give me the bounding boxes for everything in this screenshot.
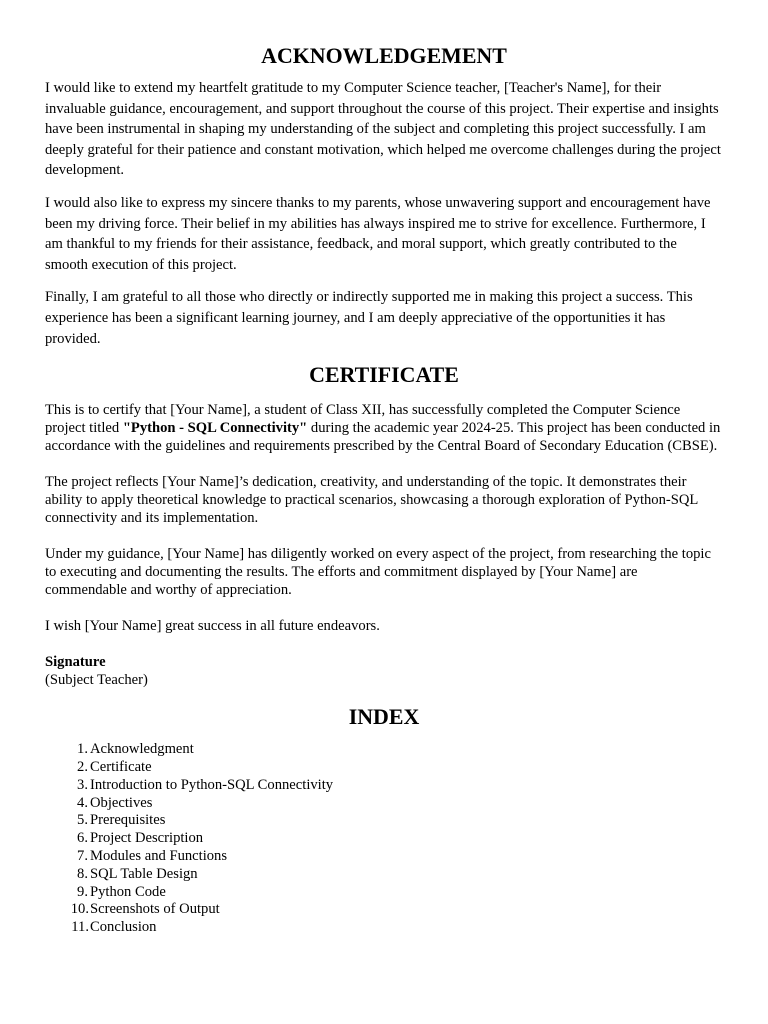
signature-role: (Subject Teacher) [45, 672, 148, 689]
index-title: INDEX [348, 704, 420, 730]
project-title: "Python - SQL Connectivity" [122, 420, 308, 437]
acknowledgement-paragraph: I would also like to express my sincere thanks to my parents, whose unwavering support and encouragement have been my driving force. Their belief in my abilities has always inspired me to strive for excellence. Furthermore, I am thankful to my friends for their assistance, feedback, and moral support, which greatly contributed to the smooth execution of this project. [45, 194, 711, 273]
index-item [77, 758, 723, 777]
index-item [70, 901, 723, 919]
index-item [77, 794, 723, 813]
index-item [77, 847, 723, 866]
index-item-label: SQL Table Design [90, 865, 198, 882]
index-item-label: Objectives [90, 794, 153, 811]
index-item-number: 7. [77, 847, 88, 864]
index-item-label: Conclusion [90, 919, 157, 936]
index-item-number: 11. [71, 919, 89, 936]
index-item-number: 8. [77, 865, 88, 882]
acknowledgement-section [45, 0, 723, 349]
certificate-text: during the academic year 2024-25. This project has been conducted in accordance with the guidelines and requirements prescribed by the Central Board of Secondary Education (CBSE). [45, 420, 721, 455]
signature-block [45, 653, 723, 689]
index-item-label: Introduction to Python-SQL Connectivity [90, 776, 334, 793]
certificate-paragraph: Under my guidance, [Your Name] has diligently worked on every aspect of the project, from researching the topic to executing and documenting the results. The efforts and commitment displayed by [Your Name] are commendable and worthy of appreciation. [45, 546, 711, 599]
index-item-label: Python Code [90, 883, 166, 900]
index-item [77, 776, 723, 795]
index-section [45, 704, 723, 937]
certificate-text: This is to certify that [Your Name], a student of Class XII, has successfully completed the Computer Science project titled [45, 402, 681, 437]
certificate-section [45, 362, 723, 689]
index-list [45, 741, 723, 937]
index-item-number: 5. [77, 812, 88, 829]
certificate-paragraph: I wish [Your Name] great success in all future endeavors. [45, 618, 380, 635]
acknowledgement-paragraph: Finally, I am grateful to all those who directly or indirectly supported me in making this project a success. This experience has been a significant learning journey, and I am deeply appreciative of the opportunities it has provided. [45, 289, 693, 347]
certificate-title: CERTIFICATE [309, 362, 459, 388]
index-item-number: 4. [77, 794, 88, 811]
index-item [77, 741, 723, 759]
acknowledgement-title: ACKNOWLEDGEMENT [261, 43, 507, 68]
index-item [77, 883, 723, 902]
index-item-label: Certificate [90, 758, 152, 775]
certificate-paragraph [45, 401, 723, 455]
acknowledgement-paragraph: I would like to extend my heartfelt gratitude to my Computer Science teacher, [Teacher's Name], for their invaluable guidance, encouragement, and support throughout the course of this project. Their expertise and insights have been instrumental in shaping my understanding of the subject and completing this project successfully. I am deeply grateful for their patience and constant motivation, which helped me overcome challenges during the project development. [45, 80, 721, 179]
index-item-label: Modules and Functions [90, 847, 228, 864]
index-item [77, 812, 723, 830]
index-item-label: Project Description [90, 830, 204, 847]
index-item-number: 6. [77, 830, 88, 847]
signature-label: Signature [45, 654, 106, 671]
index-item-number: 1. [77, 741, 88, 758]
index-item [71, 919, 723, 937]
certificate-paragraph: The project reflects [Your Name]’s dedication, creativity, and understanding of the topic. It demonstrates their ability to apply theoretical knowledge to practical scenarios, showcasing a thorough exploration of Python-SQL connectivity and its implementation. [45, 474, 698, 527]
index-item [77, 865, 723, 884]
index-item-number: 10. [70, 901, 89, 918]
index-item-number: 2. [77, 758, 88, 775]
index-item-number: 9. [77, 883, 88, 900]
index-item [77, 830, 723, 848]
index-item-label: Screenshots of Output [90, 901, 220, 918]
index-item-label: Prerequisites [90, 812, 166, 829]
index-item-number: 3. [77, 776, 88, 793]
index-item-label: Acknowledgment [90, 741, 194, 758]
